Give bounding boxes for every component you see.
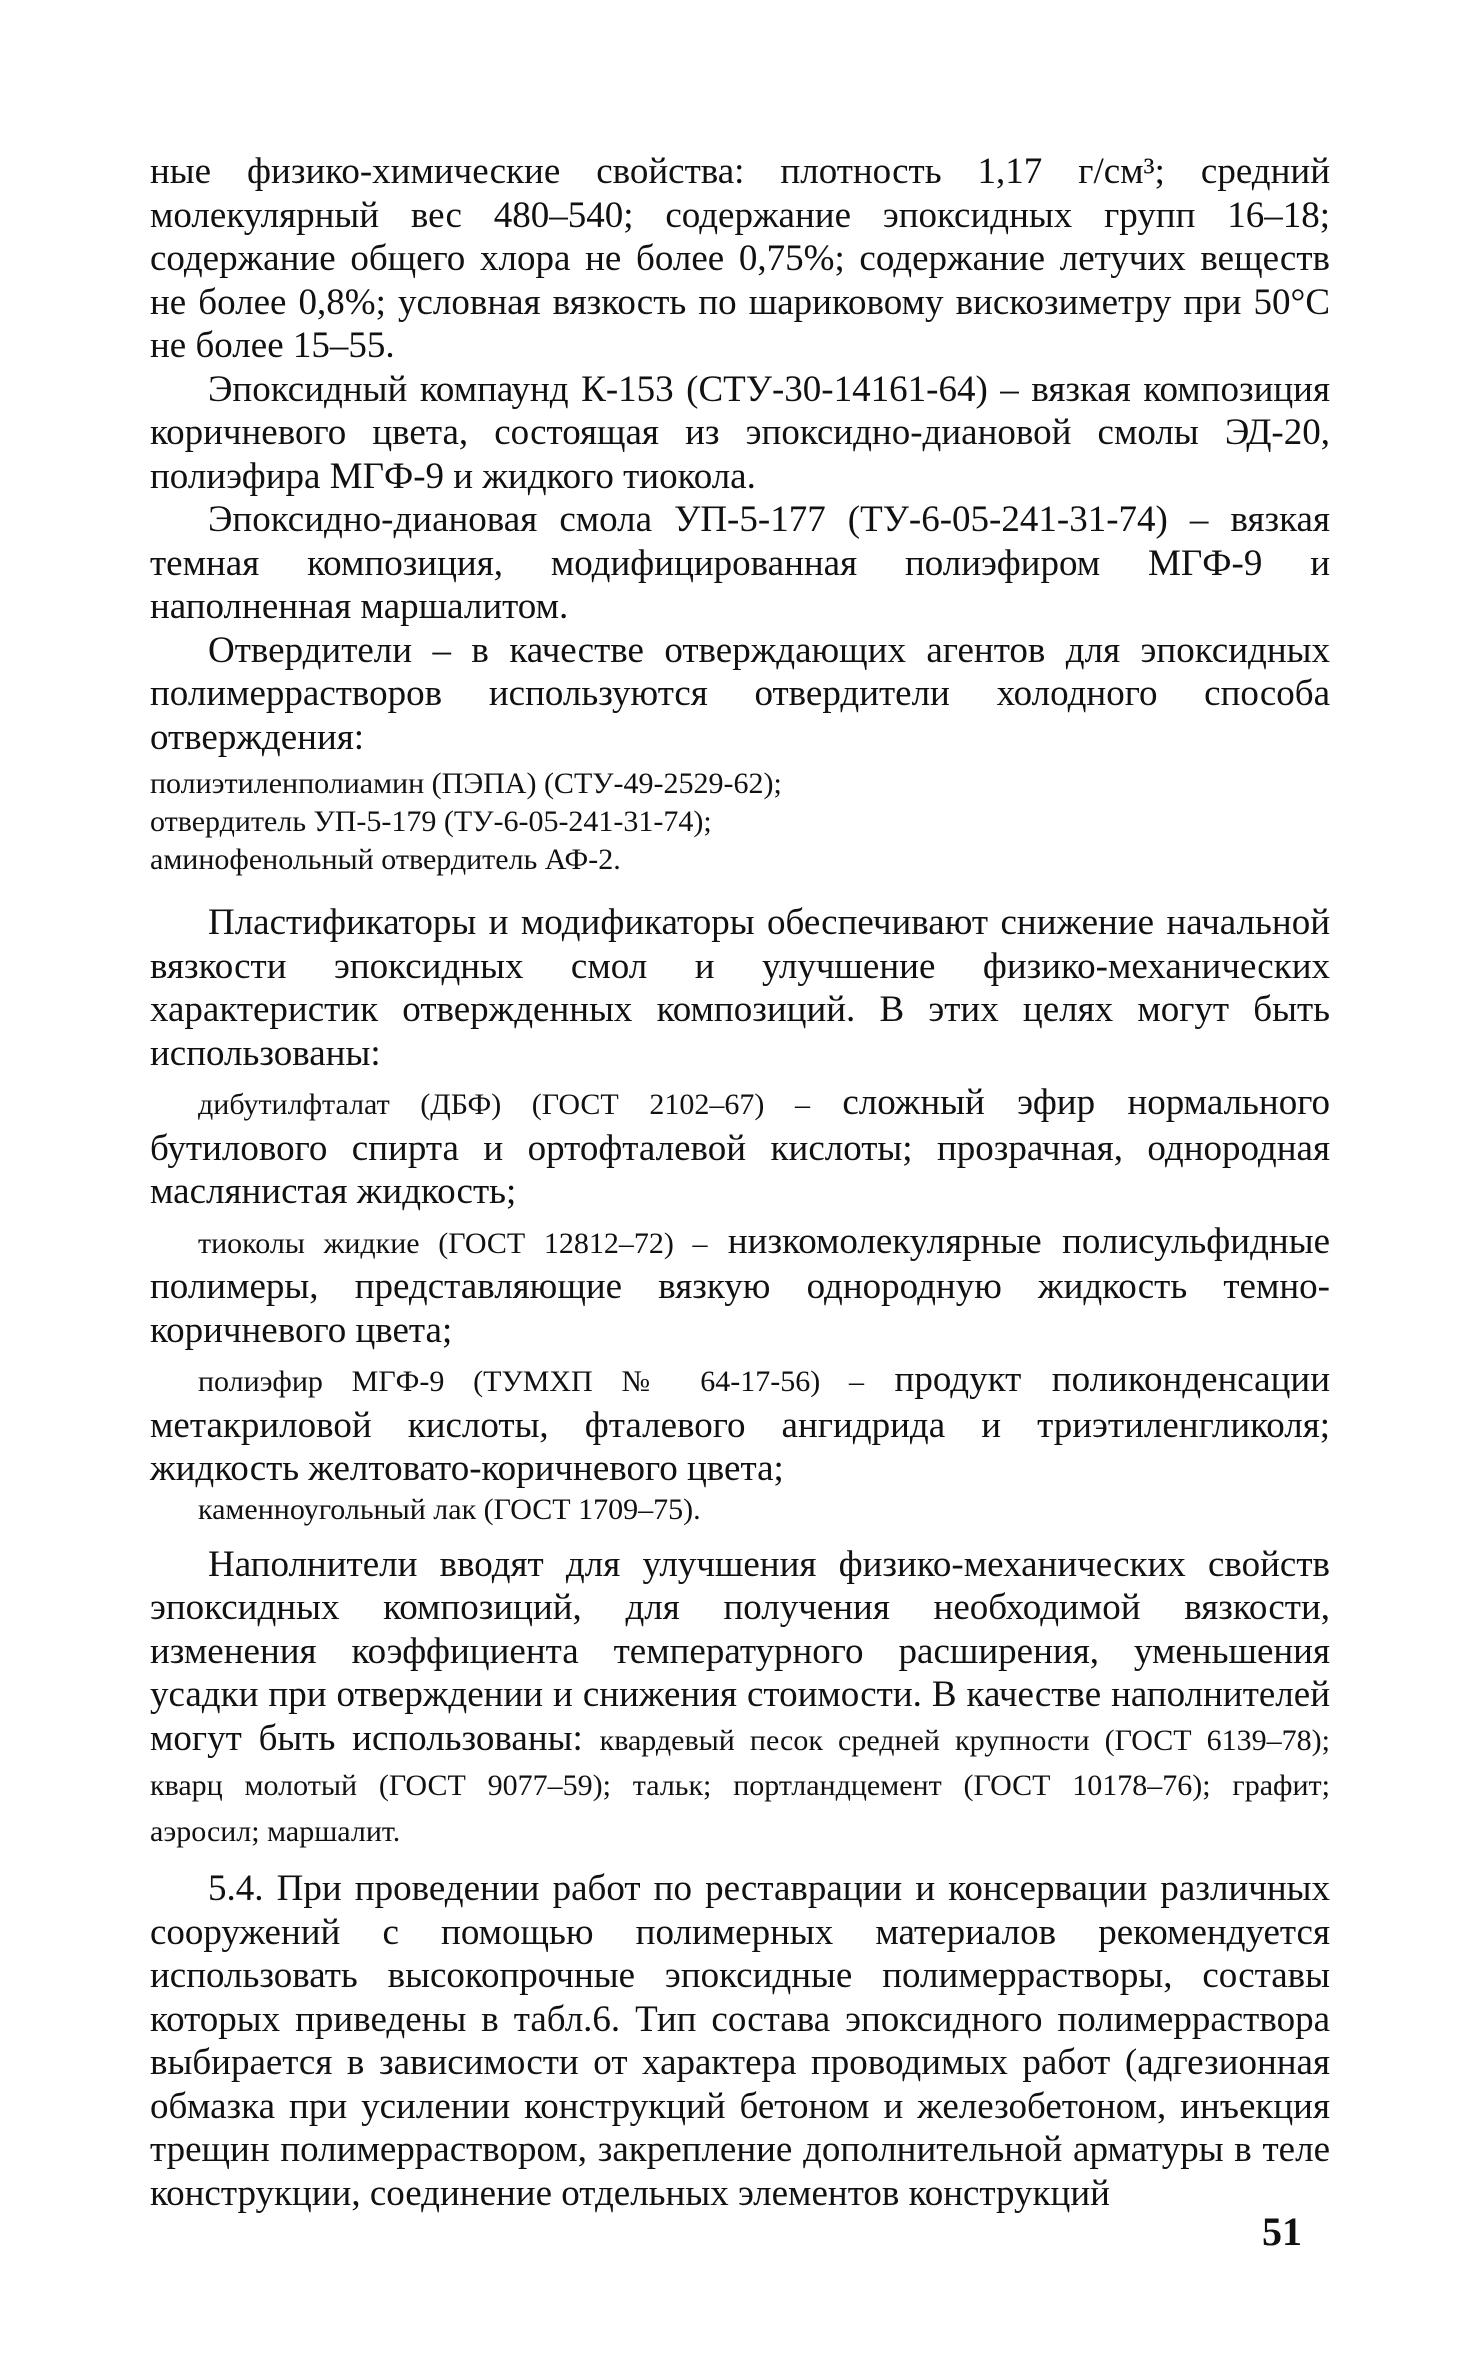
hardener-item-af2: аминофенольный отвердитель АФ-2. [150,843,621,876]
plasticizer-item-coal-lacquer: каменноугольный лак (ГОСТ 1709–75). [198,1492,701,1526]
hardener-item-pepa: полиэтиленполиамин (ПЭПА) (СТУ-49-2529-62); [150,767,782,800]
fillers-list-text: квардевый песок средней крупности (ГОСТ 6139–78); кварц молотый (ГОСТ 9077–59); тальк; портландцемент (ГОСТ 10178–76); графит; аэросил; маршалит. [150,1723,1331,1848]
section-number: 5.4. [208,1868,264,1909]
section-5-4-text: При проведении работ по реставрации и консервации различных сооружений с помощью полимерных материалов рекомендуется использовать высокопрочные эпоксидные полимеррастворы, составы которых приведены в табл.6. Тип состава эпоксидного полимерраствора выбирается в зависимости от характера проводимых работ (адгезионная обмазка при усилении конструкций бетоном и железобетоном, инъекция трещин полимерраствором, закрепление дополнительной арматуры в теле конструкции, соединение отдельных элементов конструкций [150,1868,1330,2214]
paragraph-properties: ные физико-химические свойства: плотность 1,17 г/см³; средний молекулярный вес 480–540; содержание эпоксидных групп 16–18; содержание общего хлора не более 0,75%; содержание летучих веществ не более 0,8%; условная вязкость по шариковому вискозиметру при 50°С не более 15–55. [150,151,1330,366]
plasticizer-item-text: сложный эфир нормального бутилового спирта и ортофталевой кислоты; прозрачная, однородная маслянистая жидкость; [150,1082,1330,1212]
paragraph-hardeners: Отвердители – в качестве отверждающих агентов для эпоксидных полимеррастворов используются отвердители холодного способа отверждения: [150,629,1330,758]
page-number: 51 [1262,2209,1302,2254]
paragraph-fillers [150,1543,1330,1854]
paragraph-compound-k153: Эпоксидный компаунд К-153 (СТУ-30-14161-64) – вязкая композиция коричневого цвета, состоящая из эпоксидно-диановой смолы ЭД-20, полиэфира МГФ-9 и жидкого тиокола. [150,368,1330,497]
fillers-main-text: Наполнители вводят для улучшения физико-механических свойств эпоксидных композиций, для получения необходимой вязкости, изменения коэффициента температурного расширения, уменьшения усадки при отверждении и снижения стоимости. В качестве наполнителей могут быть использованы: [150,1543,1330,1759]
plasticizer-item-mgf9 [150,1358,1330,1491]
plasticizer-item-thiokol [150,1220,1330,1353]
plasticizer-item-lead: тиоколы жидкие (ГОСТ 12812–72) – [198,1226,708,1260]
plasticizer-item-dbf [150,1081,1330,1214]
text-column [150,150,1330,2215]
hardener-item-up5179: отвердитель УП-5-179 (ТУ-6-05-241-31-74); [150,805,712,838]
paragraph-plasticizers: Пластификаторы и модификаторы обеспечивают снижение начальной вязкости эпоксидных смол и улучшение физико-механических характеристик отвержденных композиций. В этих целях могут быть использованы: [150,902,1330,1074]
plasticizer-item-text: низкомолекулярные полисульфидные полимеры, представляющие вязкую однородную жидкость темно-коричневого цвета; [150,1220,1330,1351]
paragraph-section-5-4 [150,1867,1330,2215]
plasticizer-item-lead: дибутилфталат (ДБФ) (ГОСТ 2102–67) – [198,1088,810,1121]
paragraph-resin-up5177: Эпоксидно-диановая смола УП-5-177 (ТУ-6-05-241-31-74) – вязкая темная композиция, модифицированная полиэфиром МГФ-9 и наполненная маршалитом. [150,499,1330,627]
plasticizer-item-lead: полиэфир МГФ-9 (ТУМХП № 64-17-56) – [198,1365,864,1398]
plasticizer-item-text: продукт поликонденсации метакриловой кислоты, фталевого ангидрида и триэтиленгликоля; жидкость желтовато-коричневого цвета; [150,1359,1330,1489]
